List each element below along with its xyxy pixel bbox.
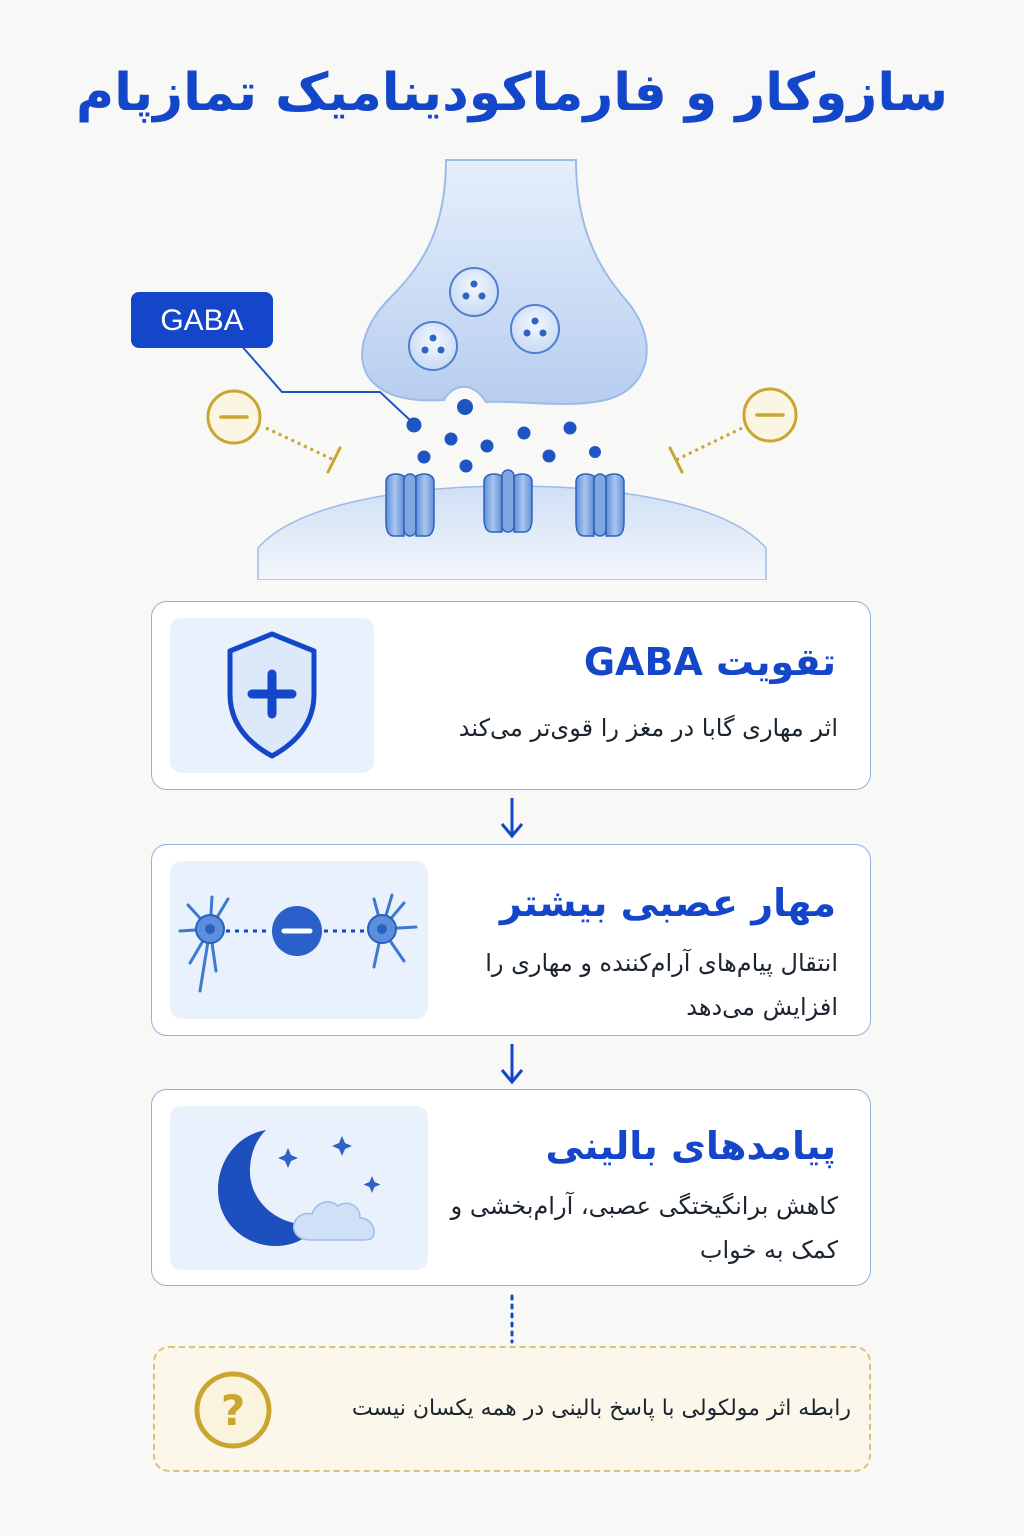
card-neural-inhibition xyxy=(151,844,871,1036)
arrow-down-icon xyxy=(498,796,526,842)
minus-icon xyxy=(208,391,260,443)
card-title: مهار عصبی بیشتر xyxy=(499,881,836,925)
gaba-label: GABA xyxy=(160,304,244,337)
icon-box xyxy=(170,1106,428,1270)
inhibition-line-left xyxy=(266,428,334,460)
synaptic-vesicle xyxy=(450,268,498,316)
gaba-molecules xyxy=(407,399,602,473)
card-description: اثر مهاری گابا در مغز را قوی‌تر می‌کند xyxy=(458,714,838,742)
moon-sleep-icon xyxy=(170,1106,428,1270)
arrow-down-icon xyxy=(498,1042,526,1088)
synapse-illustration xyxy=(0,150,1024,580)
minus-icon xyxy=(744,389,796,441)
card-description: کاهش برانگیختگی عصبی، آرام‌بخشی و کمک به خواب xyxy=(450,1192,838,1264)
icon-box xyxy=(170,618,374,773)
neuron-icon xyxy=(180,897,228,991)
inhibition-line-right xyxy=(676,428,742,460)
card-gaba-enhancement xyxy=(151,601,871,790)
synaptic-vesicle xyxy=(409,322,457,370)
synaptic-vesicle xyxy=(511,305,559,353)
note-box xyxy=(153,1346,871,1472)
note-text: رابطه اثر مولکولی با پاسخ بالینی در همه یکسان نیست xyxy=(351,1396,851,1421)
card-clinical-outcomes xyxy=(151,1089,871,1286)
card-title: پیامدهای بالینی xyxy=(545,1124,836,1168)
presynaptic-terminal xyxy=(362,160,647,404)
neurons-inhibition-icon xyxy=(170,861,428,1019)
page-title: سازوکار و فارماکودینامیک تمازپام xyxy=(76,63,948,123)
card-description: انتقال پیام‌های آرام‌کننده و مهاری را افزایش می‌دهد xyxy=(485,949,838,1021)
card-title: تقویت GABA xyxy=(583,640,836,684)
gaba-receptor xyxy=(484,470,532,532)
svg-text:?: ? xyxy=(220,1386,246,1435)
dotted-connector xyxy=(507,1294,517,1344)
gaba-receptor xyxy=(386,474,434,536)
gaba-receptor xyxy=(576,474,624,536)
icon-box xyxy=(170,861,428,1019)
shield-plus-icon xyxy=(170,618,374,773)
question-icon xyxy=(191,1368,275,1452)
